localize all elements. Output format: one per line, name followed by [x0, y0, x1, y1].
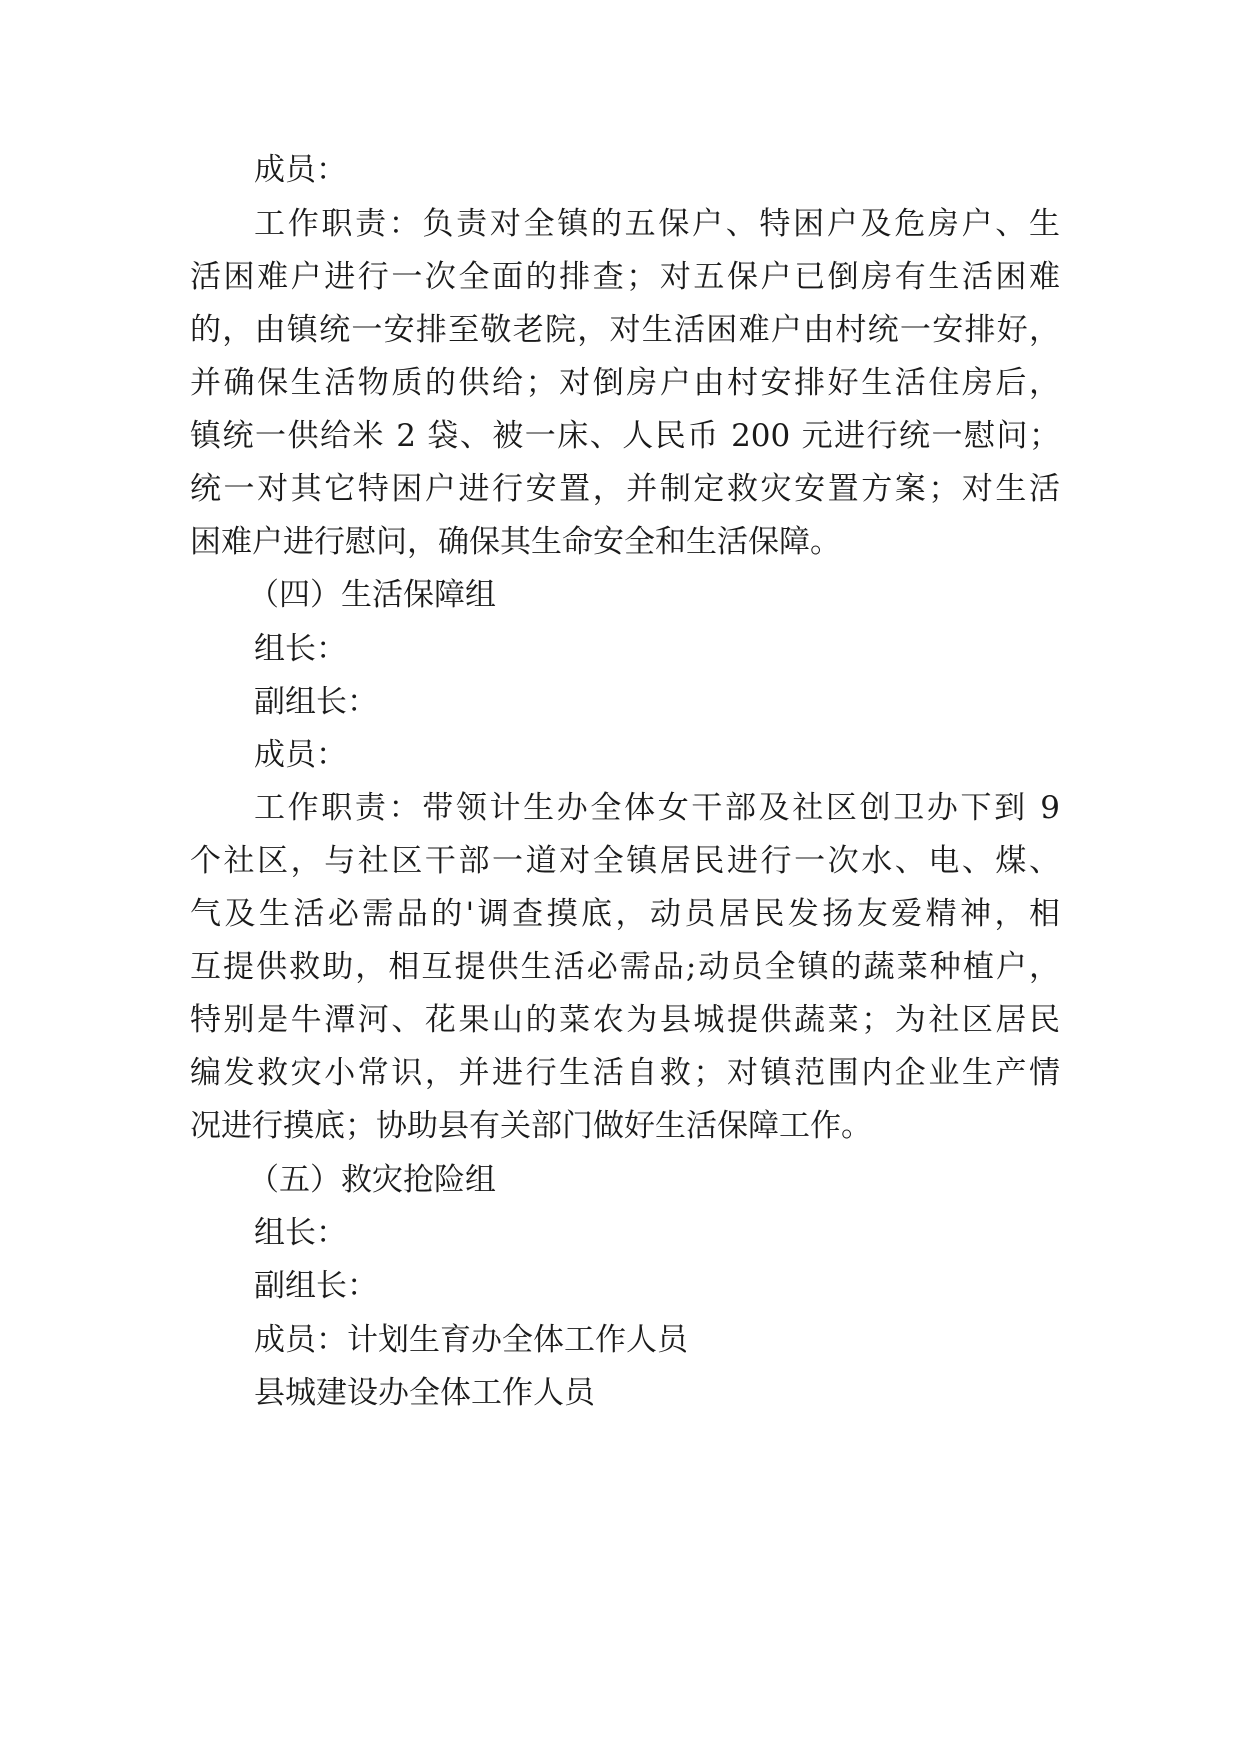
text-line: 镇统一供给米 2 袋、被一床、人民币 200 元进行统一慰问； — [190, 418, 1060, 454]
text-line: 特别是牛潭河、花果山的菜农为县城提供蔬菜；为社区居民 — [190, 1002, 1060, 1038]
text-line: 统一对其它特困户进行安置，并制定救灾安置方案；对生活 — [190, 471, 1060, 507]
text-line-deputy-leader: 副组长： — [254, 684, 378, 720]
text-line-duties-start: 工作职责：负责对全镇的五保户、特困户及危房户、生 — [254, 206, 1060, 242]
text-line: 的，由镇统一安排至敬老院，对生活困难户由村统一安排好， — [190, 312, 1060, 348]
section-heading-life-support: （四）生活保障组 — [248, 577, 496, 613]
text-line-duties-start: 工作职责：带领计生办全体女干部及社区创卫办下到 9 — [254, 790, 1060, 826]
text-line: 气及生活必需品的'调查摸底，动员居民发扬友爱精神，相 — [190, 896, 1060, 932]
text-line-members: 成员：计划生育办全体工作人员 — [254, 1322, 688, 1358]
text-line: 况进行摸底；协助县有关部门做好生活保障工作。 — [190, 1108, 872, 1144]
text-line: 困难户进行慰问，确保其生命安全和生活保障。 — [190, 524, 841, 560]
text-line: 活困难户进行一次全面的排查；对五保户已倒房有生活困难 — [190, 259, 1060, 295]
text-line-leader: 组长： — [254, 631, 347, 667]
text-line: 并确保生活物质的供给；对倒房户由村安排好生活住房后， — [190, 365, 1060, 401]
text-line: 个社区，与社区干部一道对全镇居民进行一次水、电、煤、 — [190, 843, 1060, 879]
text-line-leader: 组长： — [254, 1215, 347, 1251]
text-line-members: 成员： — [254, 152, 347, 188]
text-line-deputy-leader: 副组长： — [254, 1268, 378, 1304]
text-line-members-cont: 县城建设办全体工作人员 — [254, 1375, 595, 1411]
text-line-members: 成员： — [254, 737, 347, 773]
section-heading-rescue: （五）救灾抢险组 — [248, 1162, 496, 1198]
text-line: 编发救灾小常识，并进行生活自救；对镇范围内企业生产情 — [190, 1055, 1060, 1091]
text-line: 互提供救助，相互提供生活必需品;动员全镇的蔬菜种植户， — [190, 949, 1060, 985]
